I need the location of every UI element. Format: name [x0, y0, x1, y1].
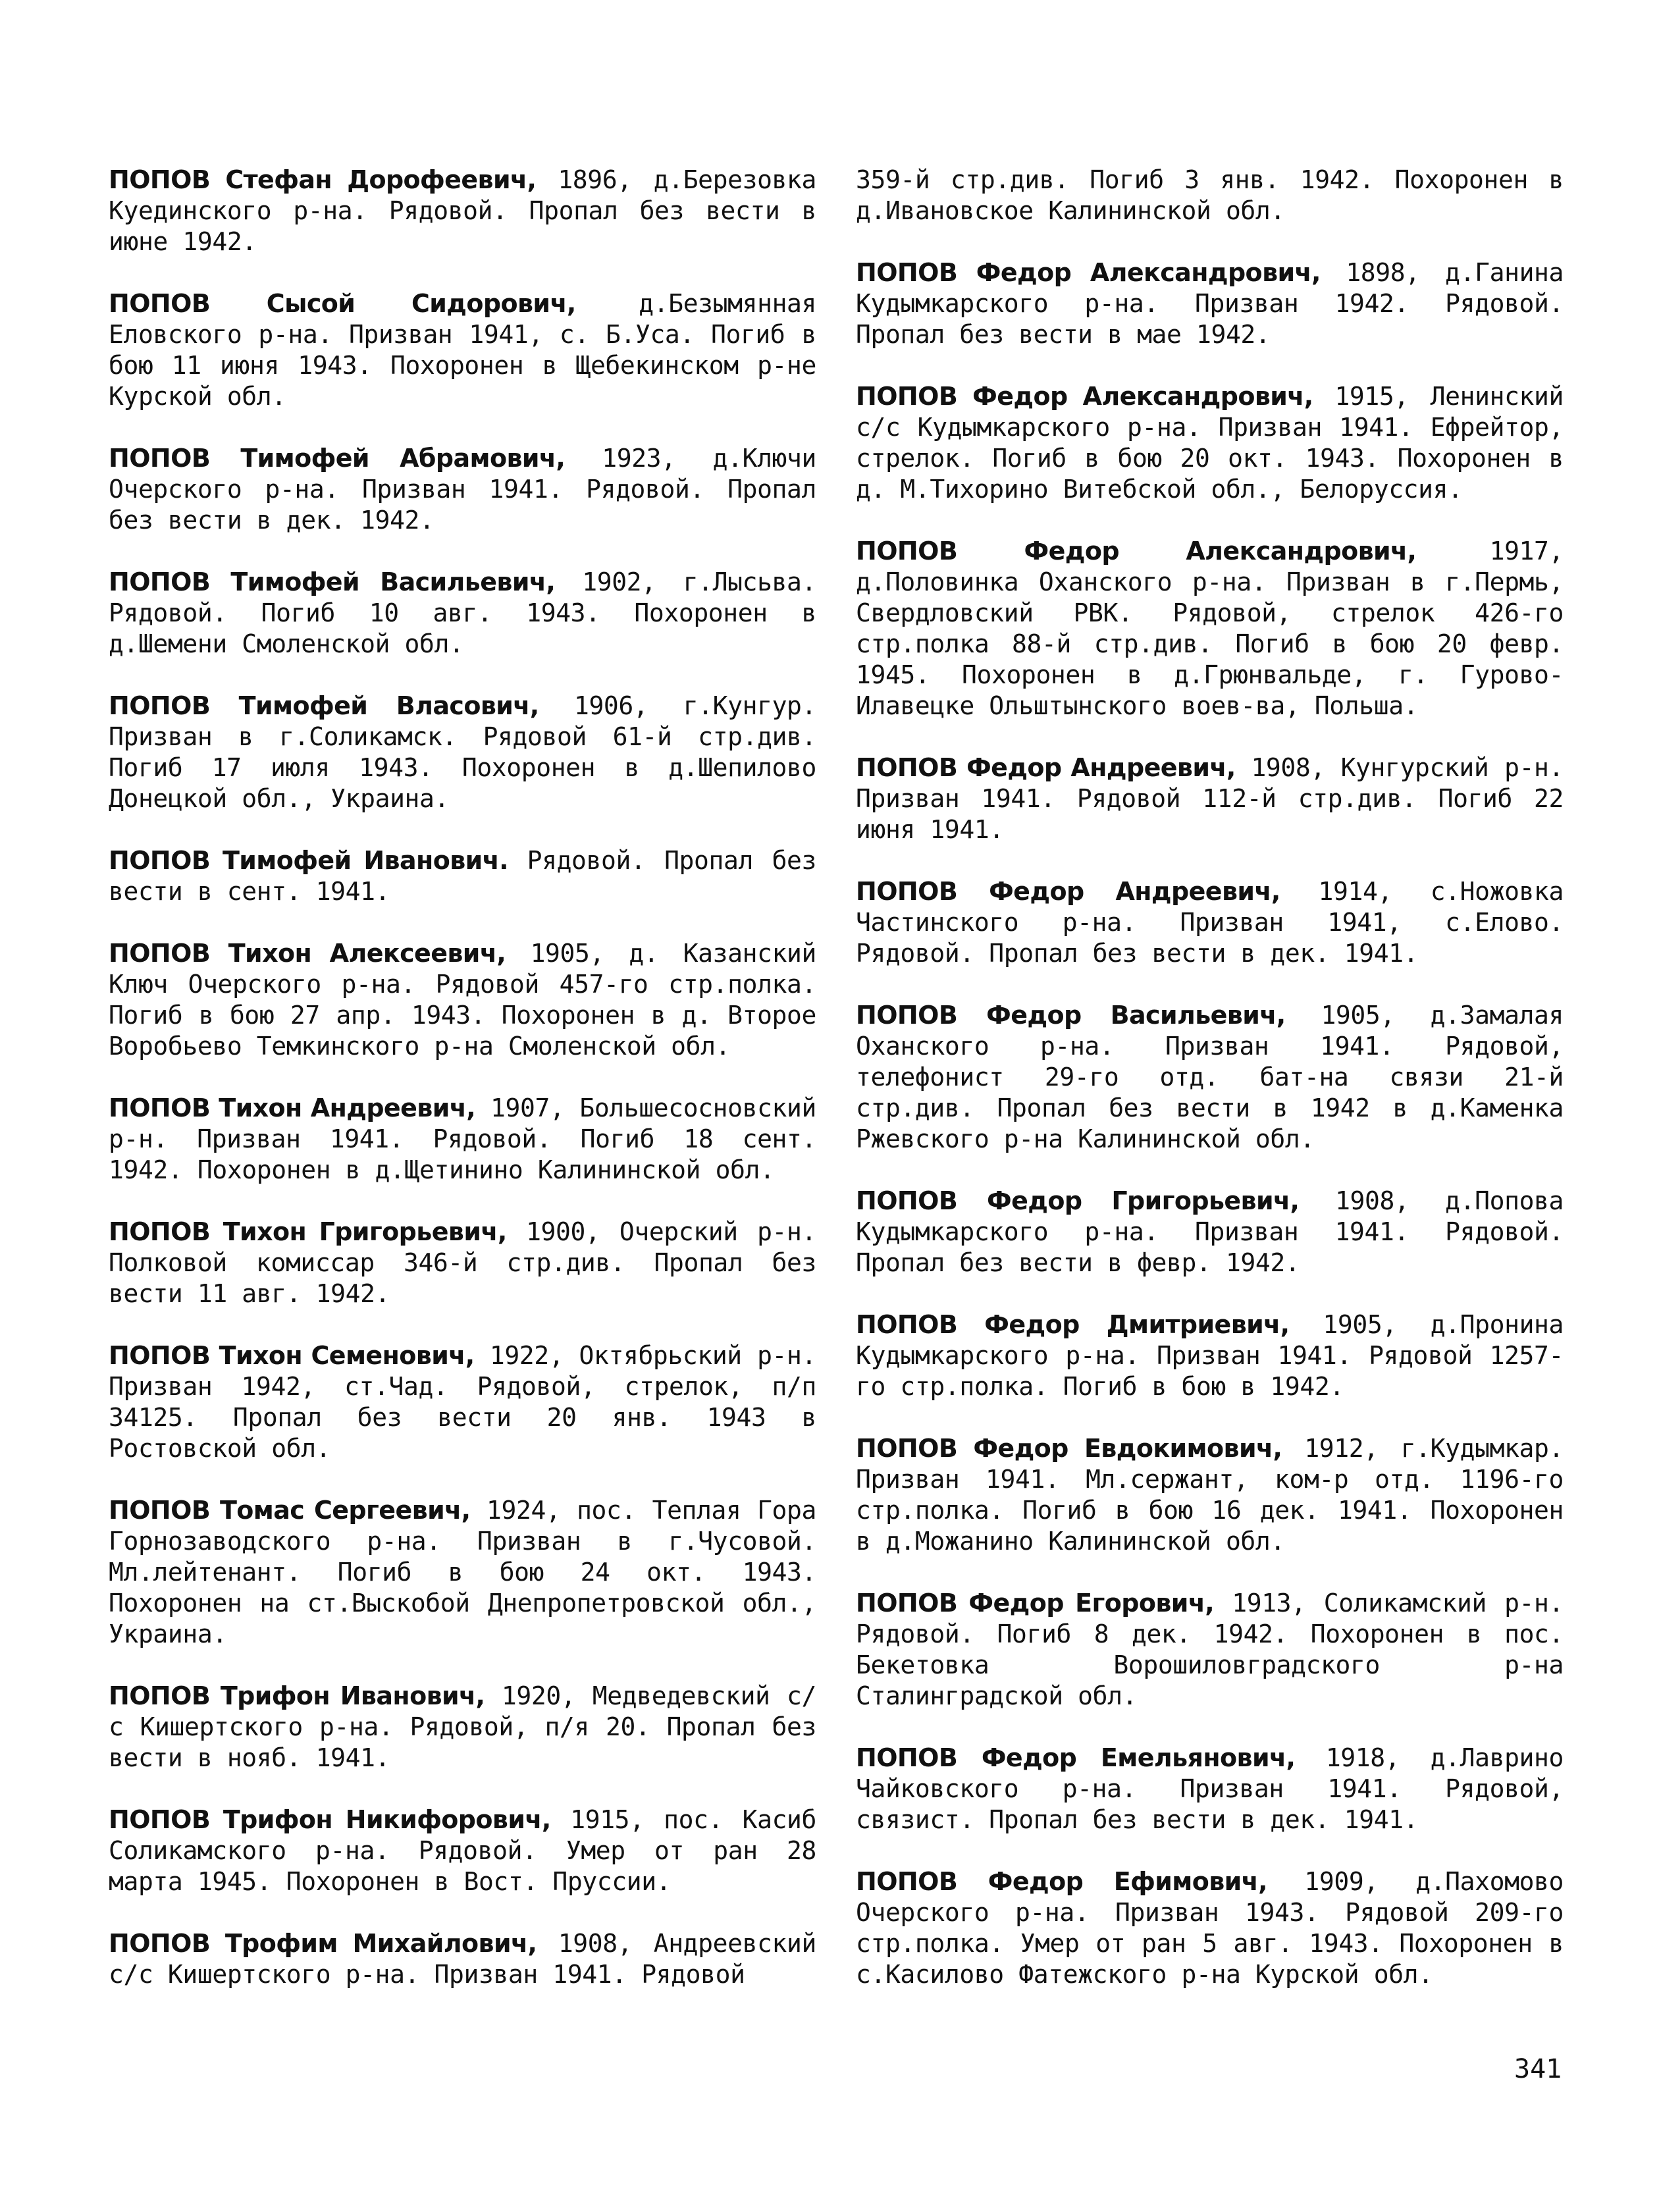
entry-text: Рядовой. Пропал без вести в сент. 1941.	[109, 846, 816, 906]
entry-text: 1922, Октябрьский р-н. Призван 1942, ст.Чад. Рядовой, стрелок, п/п 34125. Пропал без вести 20 янв. 1943 в Ростовской обл.	[109, 1341, 816, 1463]
entry	[109, 845, 816, 907]
entry-name: ПОПОВ Федор Егорович,	[856, 1589, 1215, 1618]
entry	[856, 1309, 1564, 1402]
entry-text: 1900, Очерский р-н. Полковой комиссар 346-й стр.див. Пропал без вести 11 авг. 1942.	[109, 1217, 816, 1308]
entry-text: 1906, г.Кунгур. Призван в г.Соликамск. Рядовой 61-й стр.див. Погиб 17 июля 1943. Похоронен в д.Шепилово Донецкой обл., Украина.	[109, 691, 816, 813]
entry	[109, 567, 816, 660]
entry-text: 1917, д.Половинка Оханского р-на. Призван в г.Пермь, Свердловский РВК. Рядовой, стрелок 426-го стр.полка 88-й стр.див. Погиб в бою 20 февр. 1945. Похоронен в д.Грюнвальде, г. Гурово-Илавецке Ольштынского воев-ва, Польша.	[856, 537, 1564, 720]
entry-name: ПОПОВ Федор Емельянович,	[856, 1743, 1296, 1772]
right-column	[856, 165, 1564, 2021]
entry-name: ПОПОВ Трифон Никифорович,	[109, 1805, 551, 1834]
entry	[856, 1866, 1564, 1990]
entry-name: ПОПОВ Тимофей Васильевич,	[109, 567, 556, 596]
entry	[856, 1433, 1564, 1557]
entry-text: 1905, д.Пронина Кудымкарского р-на. Призван 1941. Рядовой 1257-го стр.полка. Погиб в бою в 1942.	[856, 1310, 1564, 1401]
entry	[109, 288, 816, 412]
entry	[109, 443, 816, 536]
entry-name: ПОПОВ Тихон Григорьевич,	[109, 1217, 507, 1246]
entry	[856, 1186, 1564, 1278]
entry-text: 1908, Андреевский с/с Кишертского р-на. Призван 1941. Рядовой	[109, 1929, 816, 1989]
entry	[856, 1588, 1564, 1712]
entry	[109, 691, 816, 814]
entry-text: 1924, пос. Теплая Гора Горнозаводского р-на. Призван в г.Чусовой. Мл.лейтенант. Погиб в бою 24 окт. 1943. Похоронен на ст.Выскобой Днепропетровской обл., Украина.	[109, 1496, 816, 1648]
entry-text: 1902, г.Лысьва. Рядовой. Погиб 10 авг. 1943. Похоронен в д.Шемени Смоленской обл.	[109, 567, 816, 658]
entry-name: ПОПОВ Федор Александрович,	[856, 382, 1313, 411]
page-number: 341	[1514, 2054, 1562, 2084]
entry	[109, 1928, 816, 1990]
entry-text: 1913, Соликамский р-н. Рядовой. Погиб 8 дек. 1942. Похоронен в пос. Бекетовка Ворошиловградского р-на Сталинградской обл.	[856, 1589, 1564, 1710]
entry-text: 1915, пос. Касиб Соликамского р-на. Рядовой. Умер от ран 28 марта 1945. Похоронен в Вост. Пруссии.	[109, 1805, 817, 1896]
entry-text: 1915, Ленинский с/с Кудымкарского р-на. Призван 1941. Ефрейтор, стрелок. Погиб в бою 20 окт. 1943. Похоронен в д. М.Тихорино Витебской обл., Белоруссия.	[856, 382, 1564, 504]
entry	[856, 1000, 1564, 1155]
entry	[856, 1743, 1564, 1835]
entry-text: 1896, д.Березовка Куединского р-на. Рядовой. Пропал без вести в июне 1942.	[109, 165, 816, 256]
entry-text: 1912, г.Кудымкар. Призван 1941. Мл.сержант, ком-р отд. 1196-го стр.полка. Погиб в бою 16 дек. 1941. Похоронен в д.Можанино Калининской обл.	[856, 1434, 1564, 1556]
entry-name: ПОПОВ Тимофей Иванович.	[109, 846, 508, 875]
entry	[109, 1804, 816, 1897]
entry-name: ПОПОВ Тихон Алексеевич,	[109, 939, 506, 968]
entry	[109, 938, 816, 1062]
entry-text: д.Безымянная Еловского р-на. Призван 1941, с. Б.Уса. Погиб в бою 11 июня 1943. Похоронен в Щебекинском р-не Курской обл.	[109, 289, 816, 411]
entry	[109, 165, 816, 257]
entry-name: ПОПОВ Томас Сергеевич,	[109, 1496, 471, 1525]
entry-name: ПОПОВ Федор Евдокимович,	[856, 1434, 1282, 1463]
entry	[109, 1681, 816, 1774]
entry-text: 359-й стр.див. Погиб 3 янв. 1942. Похоронен в д.Ивановское Калининской обл.	[856, 165, 1564, 225]
entry	[109, 1217, 816, 1309]
entry-name: ПОПОВ Федор Григорьевич,	[856, 1186, 1300, 1215]
entry-name: ПОПОВ Федор Александрович,	[856, 258, 1321, 287]
entry-name: ПОПОВ Стефан Дорофеевич,	[109, 165, 537, 194]
entry	[856, 536, 1564, 722]
entry	[856, 876, 1564, 969]
entry-text: 1907, Большесосновский р-н. Призван 1941. Рядовой. Погиб 18 сент. 1942. Похоронен в д.Щетинино Калининской обл.	[109, 1093, 816, 1184]
entry-name: ПОПОВ Трифон Иванович,	[109, 1681, 485, 1710]
left-column	[109, 165, 816, 2021]
entry-name: ПОПОВ Тимофей Абрамович,	[109, 444, 566, 473]
entry	[109, 1495, 816, 1650]
entry-name: ПОПОВ Федор Васильевич,	[856, 1001, 1286, 1030]
entry-name: ПОПОВ Трофим Михайлович,	[109, 1929, 537, 1958]
entry-name: ПОПОВ Федор Андреевич,	[856, 877, 1280, 906]
entry-text: 1920, Медведевский с/с Кишертского р-на. Рядовой, п/я 20. Пропал без вести в нояб. 1941.	[109, 1681, 816, 1772]
entry-name: ПОПОВ Сысой Сидорович,	[109, 289, 576, 318]
entry-text: 1898, д.Ганина Кудымкарского р-на. Призван 1942. Рядовой. Пропал без вести в мае 1942.	[856, 258, 1564, 349]
entry	[856, 752, 1564, 845]
entry-continuation	[856, 165, 1564, 226]
entry	[856, 381, 1564, 505]
entry-name: ПОПОВ Федор Андреевич,	[856, 753, 1236, 782]
entry-name: ПОПОВ Тимофей Власович,	[109, 691, 539, 720]
entry	[109, 1093, 816, 1186]
entry-text: 1918, д.Лаврино Чайковского р-на. Призван 1941. Рядовой, связист. Пропал без вести в дек. 1941.	[856, 1743, 1564, 1834]
entry-text: 1923, д.Ключи Очерского р-на. Призван 1941. Рядовой. Пропал без вести в дек. 1942.	[109, 444, 816, 535]
entry-text: 1905, д. Казанский Ключ Очерского р-на. Рядовой 457-го стр.полка. Погиб в бою 27 апр. 1943. Похоронен в д. Второе Воробьево Темкинского р-на Смоленской обл.	[109, 939, 816, 1061]
entry-name: ПОПОВ Федор Дмитриевич,	[856, 1310, 1290, 1339]
entry-name: ПОПОВ Тихон Андреевич,	[109, 1093, 476, 1122]
entry-text: 1908, д.Попова Кудымкарского р-на. Призван 1941. Рядовой. Пропал без вести в февр. 1942.	[856, 1186, 1564, 1277]
entry	[856, 257, 1564, 350]
entry-text: 1914, с.Ножовка Частинского р-на. Призван 1941, с.Елово. Рядовой. Пропал без вести в дек. 1941.	[856, 877, 1564, 968]
entry-text: 1908, Кунгурский р-н. Призван 1941. Рядовой 112-й стр.див. Погиб 22 июня 1941.	[856, 753, 1564, 844]
entry-name: ПОПОВ Федор Ефимович,	[856, 1867, 1268, 1896]
entry-text: 1909, д.Пахомово Очерского р-на. Призван 1943. Рядовой 209-го стр.полка. Умер от ран 5 авг. 1943. Похоронен в с.Касилово Фатежского р-на Курской обл.	[856, 1867, 1564, 1989]
entry-name: ПОПОВ Федор Александрович,	[856, 537, 1417, 566]
entry	[109, 1340, 816, 1464]
entry-text: 1905, д.Замалая Оханского р-на. Призван 1941. Рядовой, телефонист 29-го отд. бат-на связи 21-й стр.див. Пропал без вести в 1942 в д.Каменка Ржевского р-на Калининской обл.	[856, 1001, 1564, 1153]
entry-name: ПОПОВ Тихон Семенович,	[109, 1341, 475, 1370]
